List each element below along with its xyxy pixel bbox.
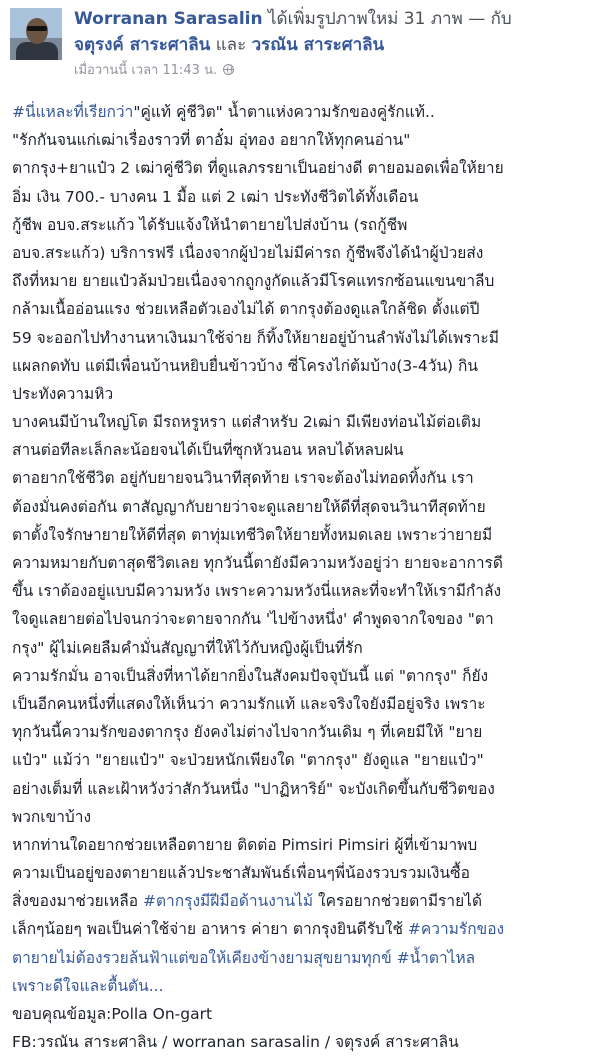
post-text-line [12,436,592,464]
post-text: ใจดูแลยายต่อไปจนกว่าจะตายจากกัน 'ไปข้างหนึ่ง' คำพูดจากใจของ "ตา [12,610,494,629]
post-text: อย่างเต็มที่ และเฝ้าหวังว่าสักวันหนึ่ง "ปาฏิหาริย์" จะบังเกิดขึ้นกับชีวิตของ [12,779,495,798]
post-text: สิ่งของมาช่วยเหลือ [12,892,143,911]
post-text: ตาตั้งใจรักษายายให้ดีที่สุด ตาทุ่มเทชีวิตให้ยายทั้งหมดเลย เพราะว่ายายมี [12,525,493,544]
post-text: ตากรุง+ยาแป๋ว 2 เฒ่าคู่ชีวิต ที่ดูแลภรรยาเป็นอย่างดี ตายอมอดเพื่อให้ยาย [12,159,504,178]
tagged-user-2-link[interactable]: วรณัน สาระศาลิน [251,35,385,55]
post-text: แผลกดทับ แต่มีเพื่อนบ้านหยิบยื่นข้าวบ้าง ซี่โครงไก่ต้มบ้าง(3-4วัน) กิน [12,356,478,375]
post-text-line [12,380,592,408]
post-text-line [12,324,592,352]
post-text: บางคนมีบ้านใหญ่โต มีรถหรูหรา แต่สำหรับ 2เฒ่า มีเพียงท่อนไม้ต่อเติม [12,413,482,432]
post-text: หากท่านใดอยากช่วยเหลือตายาย ติดต่อ Pimsiri Pimsiri ผู้ที่เข้ามาพบ [12,835,478,854]
post-text-line [12,944,592,972]
post-text: "คู่แท้ คู่ชีวิต" น้ำตาแห่งความรักของคู่รักแท้.. [133,103,435,121]
post-meta [74,60,590,82]
post-header-text [74,6,590,82]
post-text-line [12,211,592,239]
post-text: ความเป็นอยู่ของตายายแล้วประชาสัมพันธ์เพื่อนๆพี่น้องรวบรวมเงินซื้อ [12,864,470,883]
post-text-line [12,267,592,295]
globe-icon[interactable] [223,64,234,75]
post-text-line [12,972,592,1000]
post-text: กรุง" ผู้ไม่เคยลืมคำมั่นสัญญาที่ให้ไว้กับหญิงผู้เป็นที่รัก [12,638,363,657]
post-text-line [12,1000,592,1028]
hashtag-link[interactable]: #ตากรุงมีฝีมือด้านงานไม้ [142,892,314,911]
post-text: ความรักมั่น อาจเป็นสิ่งที่หาได้ยากยิ่งในสังคมปัจจุบันนี้ แต่ "ตากรุง" ก็ยัง [12,666,489,685]
post-text: กู้ชีพ อบจ.สระแก้ว ได้รับแจ้งให้นำตายายไปส่งบ้าน (รถกู้ชีพ [12,215,408,234]
post-text-line [12,915,592,943]
post-text-line [12,605,592,633]
post-text: กล้ามเนื้ออ่อนแรง ช่วยเหลือตัวเองไม่ได้ ตากรุงต้องดูแลใกล้ชิด ตั้งแต่ปี [12,300,480,319]
post-action-text: ได้เพิ่มรูปภาพใหม่ 31 ภาพ — กับ [267,9,512,29]
post-text-line [12,549,592,577]
post-text-line [12,577,592,605]
post-text-line [12,126,592,154]
post-text-line [12,183,592,211]
post-text-line [12,803,592,831]
post-text: ใครอยากช่วยตามีรายได้ [313,892,483,911]
post-text: อิ่ม เงิน 700.- บางคน 1 มื้อ แต่ 2 เฒ่า ประทังชีวิตได้ทั้งเดือน [12,187,419,206]
post-header [10,6,590,84]
post-text: ต้องมั่นคงต่อกัน ตาสัญญากับยายว่าจะดูแลยายให้ดีที่สุดจนวินาทีสุดท้าย [12,497,486,516]
post-text-line [12,98,592,126]
post-text: ถึงที่หมาย ยายแป๋วล้มป่วยเนื่องจากถูกงูกัดแล้วมีโรคแทรกซ้อนแขนขาลีบ [12,272,495,291]
header-line-1 [74,6,590,32]
post-text-line [12,831,592,859]
post-text: ขึ้น เราต้องอยู่แบบมีความหวัง เพราะความหวังนี่แหละที่จะทำให้เรามีกำลัง [12,582,502,601]
post-text: ทุกวันนี้ความรักของตากรุง ยังคงไม่ต่างไปจากวันเดิม ๆ ที่เคยมีให้ "ยาย [12,723,483,742]
post-text: แป๋ว" แม้ว่า "ยายแป๋ว" จะป่วยหนักเพียงใด "ตากรุง" ยังดูแล "ยายแป๋ว" [12,751,484,770]
post-text-line [12,352,592,380]
post-text-line [12,154,592,182]
post-text-line [12,718,592,746]
post-text-line [12,521,592,549]
header-line-2 [74,32,590,58]
post-text-line [12,746,592,774]
post-text-line [12,634,592,662]
post-text: FB:วรณัน สาระศาลิน / worranan sarasalin / จตุรงค์ สาระศาลิน [12,1033,459,1052]
hashtag-link[interactable]: #นี่แหละที่เรียกว่า [12,103,134,121]
post-body [12,98,592,1056]
hashtag-link[interactable]: ตายายไม่ต้องรวยล้นฟ้าแต่ขอให้เคียงข้างยามสุขยามทุกข์ #น้ำตาไหล [12,948,476,967]
and-text: และ [215,35,247,55]
tagged-user-1-link[interactable]: จตุรงค์ สาระศาลิน [74,35,211,55]
post-text-line [12,859,592,887]
post-text-line [12,1028,592,1056]
post-text: 59 จะออกไปทำงานหาเงินมาใช้จ่าย ก็ทิ้งให้ยายอยู่บ้านลำพังไม่ได้เพราะมี [12,328,499,347]
post-text-line [12,690,592,718]
post-text: พวกเขาบ้าง [12,807,92,826]
post-text: ประทังความหิว [12,384,114,403]
author-name-link[interactable]: Worranan Sarasalin [74,9,263,29]
post-text-line [12,295,592,323]
post-text-line [12,662,592,690]
post-text: สานต่อทีละเล็กละน้อยจนได้เป็นที่ซุกหัวนอน หลบได้หลบฝน [12,441,404,460]
post-text: ความหมายกับตาสุดชีวิตเลย ทุกวันนี้ตายังมีความหวังอยู่ว่า ยายจะอาการดี [12,554,503,572]
author-avatar[interactable] [10,8,62,60]
post-text-line [12,408,592,436]
post-text-line [12,464,592,492]
post-text: อบจ.สระแก้ว) บริการฟรี เนื่องจากผู้ป่วยไม่มีค่ารถ กู้ชีพจึงได้นำผู้ป่วยส่ง [12,243,484,262]
post-text: "รักกันจนแก่เฒ่าเรื่องราวที่ ตาอั๋ม อุ่ทอง อยากให้ทุกคนอ่าน" [12,131,411,150]
post-text-line [12,887,592,915]
post-text-line [12,775,592,803]
post-text-line [12,239,592,267]
post-text: ตาอยากใช้ชีวิต อยู่กับยายจนวินาทีสุดท้าย เราจะต้องไม่ทอดทิ้งกัน เรา [12,469,474,488]
post-text: เล็กๆน้อยๆ พอเป็นค่าใช้จ่าย อาหาร ค่ายา ตากรุงยินดีรับใช้ [12,920,408,939]
hashtag-link[interactable]: #ความรักของ [407,920,505,939]
post-text: ขอบคุณข้อมูล:Polla On-gart [12,1005,213,1023]
timestamp-link[interactable]: เมื่อวานนี้ เวลา 11:43 น. [74,63,218,78]
post-text: เป็นอีกคนหนึ่งที่แสดงให้เห็นว่า ความรักแท้ และจริงใจยังมีอยู่จริง เพราะ [12,694,486,713]
post-text-line [12,493,592,521]
hashtag-link[interactable]: เพราะดีใจและตื้นตัน... [12,976,164,995]
